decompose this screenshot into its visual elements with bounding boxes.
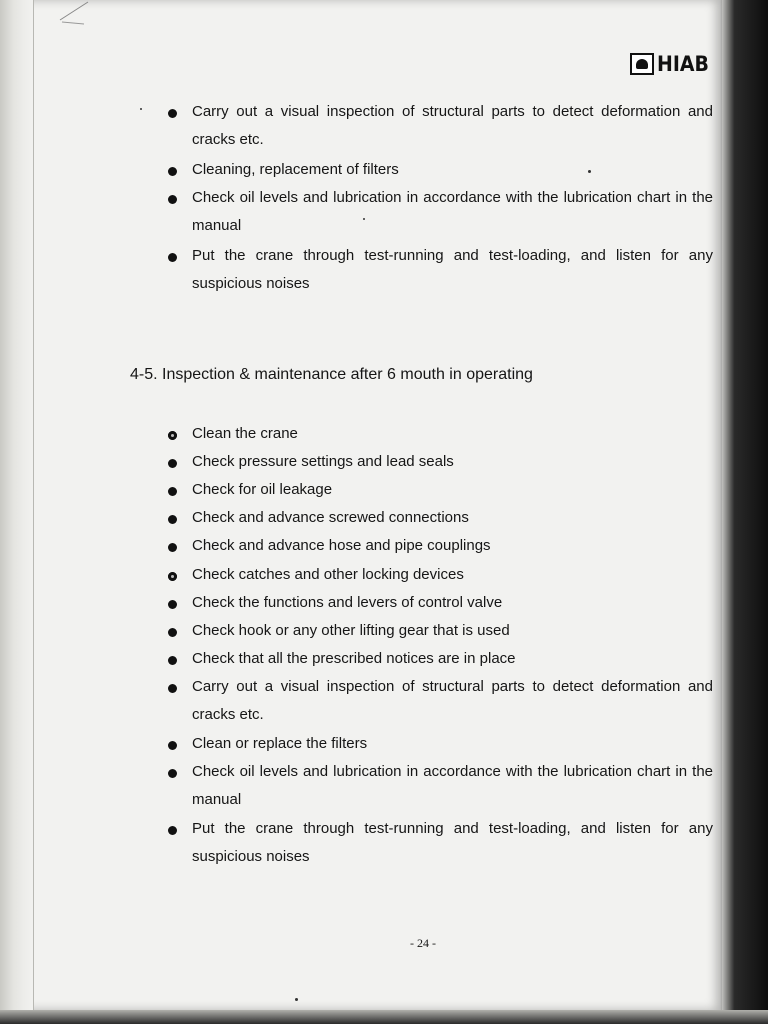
list-item-text: Carry out a visual inspection of structural parts to detect deformation and cracks etc. (192, 678, 713, 723)
scan-shadow-right (720, 0, 768, 1024)
bullet-icon (168, 600, 177, 609)
scan-speck (363, 218, 365, 220)
bullet-icon (168, 487, 177, 496)
list-item-text: Clean the crane (192, 425, 298, 442)
logo-text: HIAB (657, 52, 709, 76)
bullet-icon (168, 543, 177, 552)
bullet-icon (168, 628, 177, 637)
list-item-text: Clean or replace the filters (192, 735, 368, 752)
bullet-icon (168, 684, 177, 693)
bullet-icon (168, 769, 177, 778)
list-item-text: Check for oil leakage (192, 481, 333, 498)
list-item-text: Check oil levels and lubrication in accordance with the lubrication chart in the manual (192, 763, 713, 808)
list-item-text: Check hook or any other lifting gear that is used (192, 622, 510, 639)
list-item-text: Put the crane through test-running and test-loading, and listen for any suspicious noises (192, 247, 713, 292)
list-item-text: Check oil levels and lubrication in accordance with the lubrication chart in the manual (192, 189, 713, 234)
list-item-text: Check and advance screwed connections (192, 509, 469, 526)
scan-speck (295, 998, 298, 1001)
bullet-icon (168, 459, 177, 468)
list-item-text: Put the crane through test-running and test-loading, and listen for any suspicious noises (192, 820, 713, 865)
list-item-text: Check and advance hose and pipe couplings (192, 537, 491, 554)
scan-speck (588, 170, 591, 173)
bullet-icon (168, 431, 177, 440)
bullet-icon (168, 572, 177, 581)
bullet-icon (168, 253, 177, 262)
bullet-icon (168, 515, 177, 524)
list-item-text: Carry out a visual inspection of structural parts to detect deformation and cracks etc. (192, 103, 713, 148)
bullet-icon (168, 195, 177, 204)
list-item-text: Cleaning, replacement of filters (192, 161, 399, 178)
list-item-text: Check pressure settings and lead seals (192, 453, 454, 470)
bullet-icon (168, 826, 177, 835)
list-item-text: Check catches and other locking devices (192, 566, 464, 583)
list-item-text: Check the functions and levers of control valve (192, 594, 503, 611)
list-item-text: Check that all the prescribed notices are in place (192, 650, 516, 667)
page-number: - 24 - (410, 936, 436, 950)
section-heading: 4-5. Inspection & maintenance after 6 mouth in operating (130, 366, 533, 383)
scan-speck (140, 108, 142, 110)
bullet-icon (168, 656, 177, 665)
scan-shadow-bottom (0, 1010, 768, 1024)
bullet-icon (168, 167, 177, 176)
bullet-icon (168, 109, 177, 118)
bullet-icon (168, 741, 177, 750)
